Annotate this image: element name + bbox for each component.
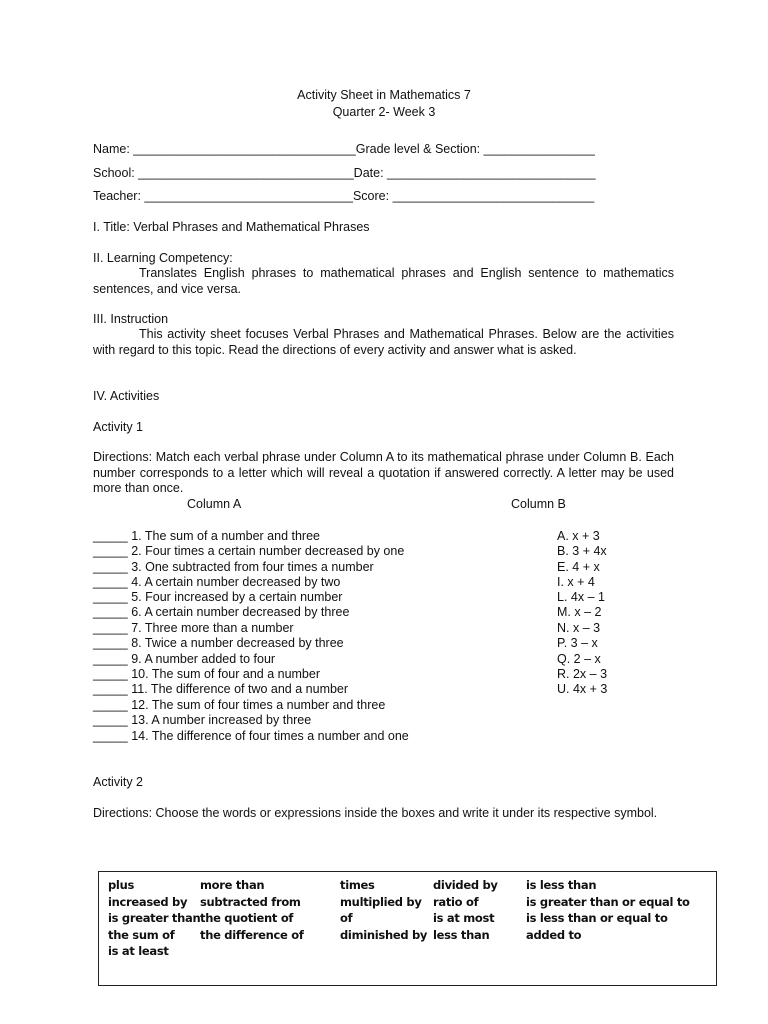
word-bank-term: the sum of — [108, 927, 175, 942]
column-a-item: _____ 2. Four times a certain number decreased by one — [93, 544, 405, 558]
word-bank-column-1 — [108, 877, 200, 960]
word-bank-term: is less than — [526, 878, 597, 892]
column-b-item: B. 3 + 4x — [557, 544, 607, 558]
column-a-item: _____ 4. A certain number decreased by two — [93, 575, 341, 589]
word-bank-term: of — [340, 911, 353, 926]
activity2-heading: Activity 2 — [93, 775, 144, 789]
word-bank-term: is at least — [108, 944, 169, 959]
activities-heading: IV. Activities — [93, 389, 160, 403]
column-b-item: L. 4x – 1 — [557, 590, 605, 604]
column-b-item: M. x – 2 — [557, 605, 602, 619]
word-bank-term: is greater than — [108, 911, 201, 926]
word-bank-term: is less than or equal to — [526, 911, 668, 926]
teacher-line: Teacher: ______________________________Score: _____________________________ — [93, 189, 595, 203]
column-b-item: A. x + 3 — [557, 529, 600, 543]
word-bank-term: diminished by — [340, 927, 428, 942]
name-line: Name: ________________________________Grade level & Section: ________________ — [93, 142, 595, 156]
competency-text: Translates English phrases to mathematical phrases and English sentence to mathematics sentences, and vice versa. — [93, 266, 674, 296]
column-b-item: R. 2x – 3 — [557, 667, 608, 681]
word-bank-column-5 — [526, 877, 690, 943]
word-bank-term: subtracted from — [200, 894, 301, 909]
word-bank-term: times — [340, 878, 375, 892]
word-bank-term: is at most — [433, 911, 495, 926]
column-a-item: _____ 5. Four increased by a certain number — [93, 590, 343, 604]
word-bank-term: divided by — [433, 878, 498, 892]
word-bank-term: plus — [108, 878, 135, 892]
word-bank-term: the quotient of — [200, 911, 294, 926]
column-a-item: _____ 11. The difference of two and a number — [93, 682, 349, 696]
document-title: Activity Sheet in Mathematics 7 — [297, 88, 471, 102]
instruction-heading: III. Instruction — [93, 312, 169, 326]
column-b-item: P. 3 – x — [557, 636, 598, 650]
word-bank-column-4 — [433, 877, 498, 943]
activity1-heading: Activity 1 — [93, 420, 144, 434]
instruction-text: This activity sheet focuses Verbal Phrases and Mathematical Phrases. Below are the activities with regard to this topic. Read the directions of every activity and answer what is asked. — [93, 327, 674, 357]
word-bank-term: added to — [526, 927, 582, 942]
activity2-directions: Directions: Choose the words or expressions inside the boxes and write it under its respective symbol. — [93, 806, 658, 820]
school-line: School: _______________________________Date: ______________________________ — [93, 166, 596, 180]
column-a-item: _____ 14. The difference of four times a number and one — [93, 729, 409, 743]
word-bank-column-2 — [200, 877, 304, 943]
document-subtitle: Quarter 2- Week 3 — [332, 105, 436, 119]
column-b-item: N. x – 3 — [557, 621, 601, 635]
column-b-label: Column B — [511, 497, 566, 511]
column-a-item: _____ 13. A number increased by three — [93, 713, 312, 727]
column-b-item: E. 4 + x — [557, 560, 600, 574]
competency-heading: II. Learning Competency: — [93, 251, 233, 265]
word-bank-term: less than — [433, 927, 490, 942]
column-a-item: _____ 6. A certain number decreased by three — [93, 605, 350, 619]
word-bank-term: the difference of — [200, 927, 304, 942]
word-bank-box — [98, 871, 717, 986]
column-a-item: _____ 8. Twice a number decreased by three — [93, 636, 344, 650]
word-bank-term: is greater than or equal to — [526, 894, 690, 909]
title-line: I. Title: Verbal Phrases and Mathematical Phrases — [93, 220, 370, 234]
column-a-item: _____ 3. One subtracted from four times a number — [93, 560, 374, 574]
word-bank-term: multiplied by — [340, 894, 422, 909]
column-a-item: _____ 12. The sum of four times a number and three — [93, 698, 386, 712]
column-a-item: _____ 1. The sum of a number and three — [93, 529, 321, 543]
column-b-item: I. x + 4 — [557, 575, 595, 589]
word-bank-term: more than — [200, 878, 265, 892]
word-bank-term: ratio of — [433, 894, 479, 909]
column-a-item: _____ 9. A number added to four — [93, 652, 276, 666]
word-bank-term: increased by — [108, 894, 188, 909]
word-bank-column-3 — [340, 877, 427, 943]
activity1-directions: Directions: Match each verbal phrase under Column A to its mathematical phrase under Column B. Each number corresponds to a letter which will reveal a quotation if answered correctly. A letter may be used more than once. — [93, 450, 674, 495]
column-a-item: _____ 10. The sum of four and a number — [93, 667, 321, 681]
column-a-item: _____ 7. Three more than a number — [93, 621, 294, 635]
column-a-label: Column A — [187, 497, 242, 511]
column-b-item: U. 4x + 3 — [557, 682, 608, 696]
column-b-item: Q. 2 – x — [557, 652, 601, 666]
